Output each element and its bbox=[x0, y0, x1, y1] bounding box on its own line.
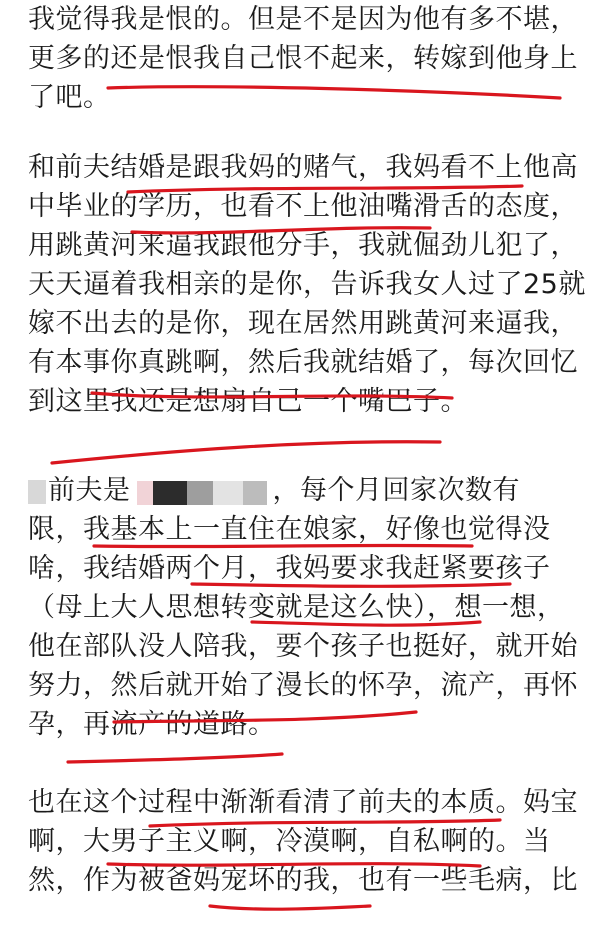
underline-stroke bbox=[68, 754, 282, 762]
text-line: 他在部队没人陪我，要个孩子也挺好，就开始 bbox=[28, 631, 578, 662]
text-line: 我觉得我是恨的。但是不是因为他有多不堪， bbox=[28, 4, 578, 35]
text-line: 限，我基本上一直住在娘家，好像也觉得没 bbox=[28, 514, 551, 545]
text-line: 有本事你真跳啊，然后我就结婚了，每次回忆 bbox=[28, 347, 578, 378]
text-line: 孕，再流产的道路。 bbox=[28, 709, 276, 740]
redaction-block bbox=[137, 481, 153, 505]
text-line: 更多的还是恨我自己恨不起来，转嫁到他身上 bbox=[28, 43, 578, 74]
text-line: 了吧。 bbox=[28, 82, 111, 113]
text-line: 嫁不出去的是你，现在居然用跳黄河来逼我， bbox=[28, 308, 578, 339]
text-line: 也在这个过程中渐渐看清了前夫的本质。妈宝 bbox=[28, 787, 578, 818]
redaction-block bbox=[153, 481, 187, 505]
text-line: 然，作为被爸妈宠坏的我，也有一些毛病，比 bbox=[28, 865, 578, 896]
paragraph-3 bbox=[28, 471, 588, 744]
text-line: 努力，然后就开始了漫长的怀孕，流产，再怀 bbox=[28, 670, 578, 701]
redaction-block bbox=[213, 481, 243, 505]
paragraph-1 bbox=[28, 0, 588, 117]
text-line: （母上大人思想转变就是这么快），想一想， bbox=[28, 592, 565, 623]
text-line: 中毕业的学历，也看不上他油嘴滑舌的态度， bbox=[28, 191, 578, 222]
underline-stroke bbox=[210, 906, 370, 909]
redaction-block bbox=[187, 481, 213, 505]
text-line: 到这里我还是想扇自己一个嘴巴子。 bbox=[28, 386, 468, 417]
text-line: 啥，我结婚两个月，我妈要求我赶紧要孩子 bbox=[28, 553, 551, 584]
underline-stroke bbox=[52, 442, 440, 463]
text-line: 和前夫结婚是跟我妈的赌气，我妈看不上他高 bbox=[28, 152, 578, 183]
text-line: 天天逼着我相亲的是你，告诉我女人过了25就 bbox=[28, 269, 586, 300]
redaction-block bbox=[28, 480, 46, 504]
redaction-block bbox=[243, 481, 267, 505]
redaction-mosaic bbox=[137, 472, 267, 511]
text-segment: ，每个月回家次数有 bbox=[272, 475, 520, 506]
text-line-with-redaction bbox=[28, 471, 588, 510]
text-segment: 前夫是 bbox=[48, 475, 131, 506]
text-line: 啊，大男子主义啊，冷漠啊，自私啊的。当 bbox=[28, 826, 551, 857]
paragraph-2 bbox=[28, 148, 588, 421]
paragraph-4 bbox=[28, 783, 588, 900]
text-line: 用跳黄河来逼我跟他分手，我就倔劲儿犯了， bbox=[28, 230, 578, 261]
